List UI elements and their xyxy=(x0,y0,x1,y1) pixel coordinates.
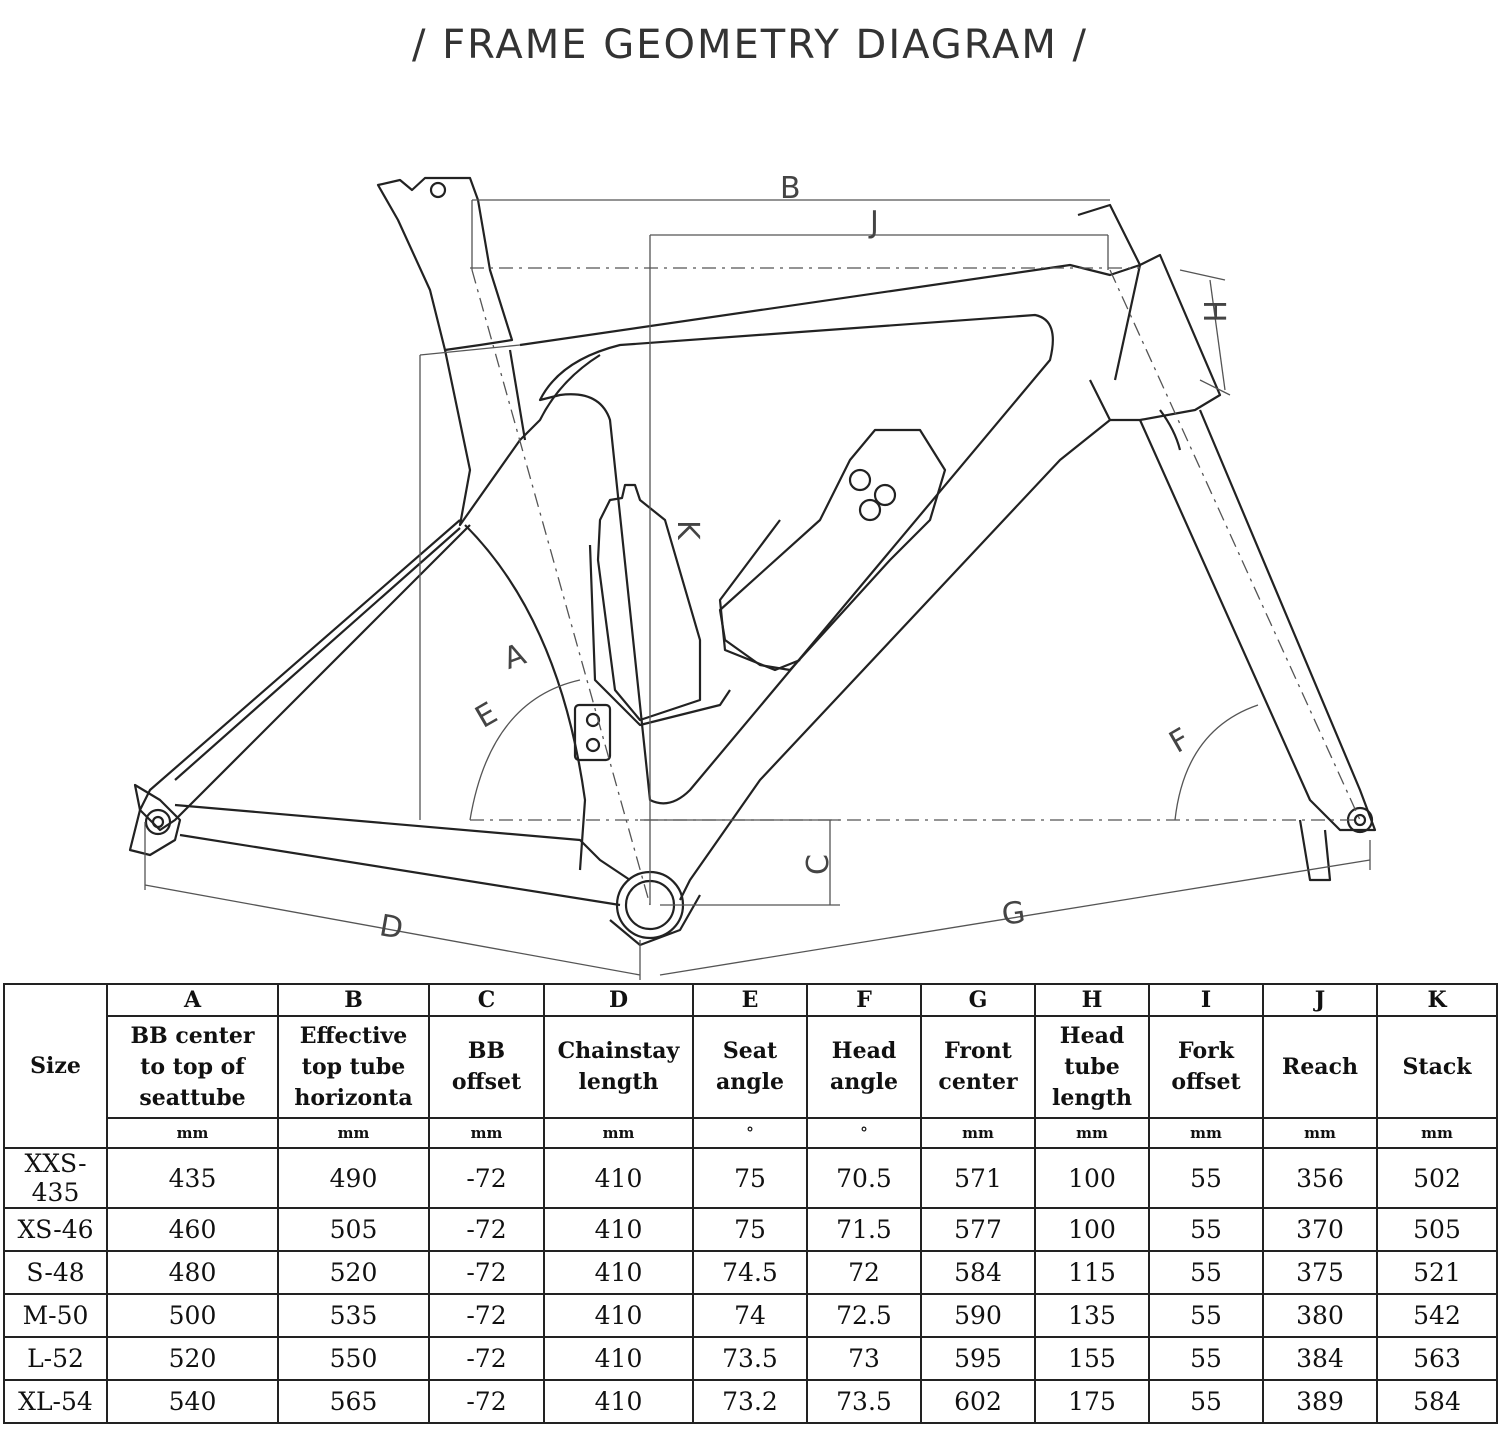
table-cell: 356 xyxy=(1263,1148,1377,1208)
column-unit: mm xyxy=(544,1118,693,1148)
column-name xyxy=(1377,1016,1497,1118)
column-name-line: offset xyxy=(1171,1069,1241,1095)
column-name xyxy=(1035,1016,1149,1118)
column-letter: D xyxy=(544,984,693,1016)
table-cell: -72 xyxy=(429,1251,544,1294)
table-cell: 380 xyxy=(1263,1294,1377,1337)
seatpost xyxy=(378,178,512,350)
table-cell: 375 xyxy=(1263,1251,1377,1294)
label-e: E xyxy=(469,695,504,736)
table-cell: 460 xyxy=(107,1208,278,1251)
table-row xyxy=(4,1208,1497,1251)
column-name-line: angle xyxy=(716,1069,784,1095)
column-name-line: angle xyxy=(830,1069,898,1095)
table-cell: 521 xyxy=(1377,1251,1497,1294)
column-name-line: BB center xyxy=(130,1022,255,1049)
table-cell: 73.5 xyxy=(693,1337,807,1380)
table-cell: 480 xyxy=(107,1251,278,1294)
column-name xyxy=(1149,1016,1263,1118)
column-name-line: Front xyxy=(944,1038,1012,1064)
table-cell: 571 xyxy=(921,1148,1035,1208)
column-name-line: horizonta xyxy=(294,1084,413,1111)
table-cell: 584 xyxy=(921,1251,1035,1294)
top-tube xyxy=(520,265,1140,345)
table-cell: 542 xyxy=(1377,1294,1497,1337)
label-j: J xyxy=(870,205,879,240)
table-cell: 577 xyxy=(921,1208,1035,1251)
geometry-table xyxy=(3,983,1498,1424)
label-h: H xyxy=(1196,300,1231,323)
column-unit: mm xyxy=(1149,1118,1263,1148)
table-cell: 595 xyxy=(921,1337,1035,1380)
header-names-row xyxy=(4,1016,1497,1118)
column-name xyxy=(278,1016,429,1118)
column-name-line: top tube xyxy=(301,1053,406,1080)
column-unit: mm xyxy=(107,1118,278,1148)
table-cell: 505 xyxy=(278,1208,429,1251)
table-cell: 75 xyxy=(693,1208,807,1251)
table-cell: -72 xyxy=(429,1148,544,1208)
header-letters-row xyxy=(4,984,1497,1016)
size-cell: XXS-435 xyxy=(4,1148,107,1208)
table-cell: 410 xyxy=(544,1208,693,1251)
size-cell: S-48 xyxy=(4,1251,107,1294)
column-letter: G xyxy=(921,984,1035,1016)
column-unit: mm xyxy=(1035,1118,1149,1148)
table-cell: 55 xyxy=(1149,1251,1263,1294)
table-cell: 410 xyxy=(544,1337,693,1380)
column-letter: F xyxy=(807,984,921,1016)
table-cell: 550 xyxy=(278,1337,429,1380)
column-letter: I xyxy=(1149,984,1263,1016)
table-cell: 389 xyxy=(1263,1380,1377,1423)
table-cell: 72.5 xyxy=(807,1294,921,1337)
label-b: B xyxy=(780,171,801,206)
column-name-line: seattube xyxy=(139,1084,246,1111)
table-cell: 135 xyxy=(1035,1294,1149,1337)
size-cell: M-50 xyxy=(4,1294,107,1337)
table-cell: -72 xyxy=(429,1380,544,1423)
column-letter: A xyxy=(107,984,278,1016)
column-name-line: length xyxy=(578,1069,659,1095)
label-d: D xyxy=(376,908,406,947)
column-name-line: Effective xyxy=(299,1022,408,1049)
column-unit: mm xyxy=(429,1118,544,1148)
label-c: C xyxy=(801,854,836,875)
table-cell: 74 xyxy=(693,1294,807,1337)
chain-stay xyxy=(175,805,630,880)
frame-geometry-diagram xyxy=(0,140,1500,980)
table-cell: 175 xyxy=(1035,1380,1149,1423)
column-unit: mm xyxy=(278,1118,429,1148)
page-title: / FRAME GEOMETRY DIAGRAM / xyxy=(411,22,1089,68)
column-name xyxy=(107,1016,278,1118)
table-cell: 370 xyxy=(1263,1208,1377,1251)
table-cell: 410 xyxy=(544,1251,693,1294)
table-cell: 500 xyxy=(107,1294,278,1337)
column-letter: B xyxy=(278,984,429,1016)
column-name-line: offset xyxy=(451,1069,522,1095)
table-cell: 73 xyxy=(807,1337,921,1380)
size-cell: XS-46 xyxy=(4,1208,107,1251)
bottle-2 xyxy=(720,430,945,670)
table-cell: 535 xyxy=(278,1294,429,1337)
table-cell: 565 xyxy=(278,1380,429,1423)
table-cell: 73.5 xyxy=(807,1380,921,1423)
table-cell: 73.2 xyxy=(693,1380,807,1423)
table-cell: 55 xyxy=(1149,1380,1263,1423)
table-cell: 55 xyxy=(1149,1294,1263,1337)
table-cell: 115 xyxy=(1035,1251,1149,1294)
table-cell: 410 xyxy=(544,1380,693,1423)
column-name-line: Fork xyxy=(1178,1038,1234,1064)
header-units-row xyxy=(4,1118,1497,1148)
column-letter: C xyxy=(429,984,544,1016)
table-cell: -72 xyxy=(429,1337,544,1380)
column-name xyxy=(921,1016,1035,1118)
column-unit: mm xyxy=(921,1118,1035,1148)
column-unit: ° xyxy=(807,1118,921,1148)
column-letter: H xyxy=(1035,984,1149,1016)
table-row xyxy=(4,1251,1497,1294)
column-name-line: BB xyxy=(467,1038,506,1064)
column-name-line: Reach xyxy=(1282,1053,1358,1080)
table-cell: 100 xyxy=(1035,1208,1149,1251)
column-name-line: Head xyxy=(1059,1022,1125,1049)
column-name-line: Seat xyxy=(722,1038,778,1064)
seat-tube xyxy=(445,350,600,525)
column-name-line: to top of xyxy=(140,1053,245,1080)
rear-dropout xyxy=(130,785,180,855)
column-unit: mm xyxy=(1263,1118,1377,1148)
column-name xyxy=(544,1016,693,1118)
table-cell: 520 xyxy=(278,1251,429,1294)
table-cell: 435 xyxy=(107,1148,278,1208)
table-cell: 55 xyxy=(1149,1148,1263,1208)
table-cell: 72 xyxy=(807,1251,921,1294)
label-k: K xyxy=(670,520,705,540)
table-cell: 563 xyxy=(1377,1337,1497,1380)
table-row xyxy=(4,1380,1497,1423)
table-cell: 100 xyxy=(1035,1148,1149,1208)
column-name xyxy=(693,1016,807,1118)
table-cell: 75 xyxy=(693,1148,807,1208)
size-cell: XL-54 xyxy=(4,1380,107,1423)
table-cell: 384 xyxy=(1263,1337,1377,1380)
label-f: F xyxy=(1163,721,1196,761)
table-cell: 505 xyxy=(1377,1208,1497,1251)
table-cell: 410 xyxy=(544,1148,693,1208)
column-name-line: tube xyxy=(1064,1053,1120,1080)
table-row xyxy=(4,1148,1497,1208)
column-unit: mm xyxy=(1377,1118,1497,1148)
size-header: Size xyxy=(4,984,107,1148)
table-cell: 410 xyxy=(544,1294,693,1337)
table-cell: -72 xyxy=(429,1294,544,1337)
column-name-line: Stack xyxy=(1402,1053,1472,1080)
column-unit: ° xyxy=(693,1118,807,1148)
column-letter: K xyxy=(1377,984,1497,1016)
table-cell: 71.5 xyxy=(807,1208,921,1251)
label-g: G xyxy=(999,894,1028,933)
table-cell: 502 xyxy=(1377,1148,1497,1208)
column-letter: E xyxy=(693,984,807,1016)
table-cell: 490 xyxy=(278,1148,429,1208)
column-name-line: center xyxy=(938,1069,1018,1095)
table-row xyxy=(4,1337,1497,1380)
table-row xyxy=(4,1294,1497,1337)
column-name xyxy=(807,1016,921,1118)
table-cell: 602 xyxy=(921,1380,1035,1423)
column-name-line: Head xyxy=(831,1038,897,1064)
column-name-line: Chainstay xyxy=(557,1038,680,1064)
table-cell: 55 xyxy=(1149,1337,1263,1380)
table-cell: 584 xyxy=(1377,1380,1497,1423)
table-cell: 520 xyxy=(107,1337,278,1380)
column-name xyxy=(1263,1016,1377,1118)
fork xyxy=(1140,410,1375,830)
table-cell: 74.5 xyxy=(693,1251,807,1294)
column-letter: J xyxy=(1263,984,1377,1016)
label-a: A xyxy=(499,637,531,677)
table-cell: 55 xyxy=(1149,1208,1263,1251)
table-cell: 540 xyxy=(107,1380,278,1423)
size-cell: L-52 xyxy=(4,1337,107,1380)
table-cell: 70.5 xyxy=(807,1148,921,1208)
table-cell: 590 xyxy=(921,1294,1035,1337)
table-cell: 155 xyxy=(1035,1337,1149,1380)
table-cell: -72 xyxy=(429,1208,544,1251)
column-name-line: length xyxy=(1052,1084,1132,1111)
column-name xyxy=(429,1016,544,1118)
